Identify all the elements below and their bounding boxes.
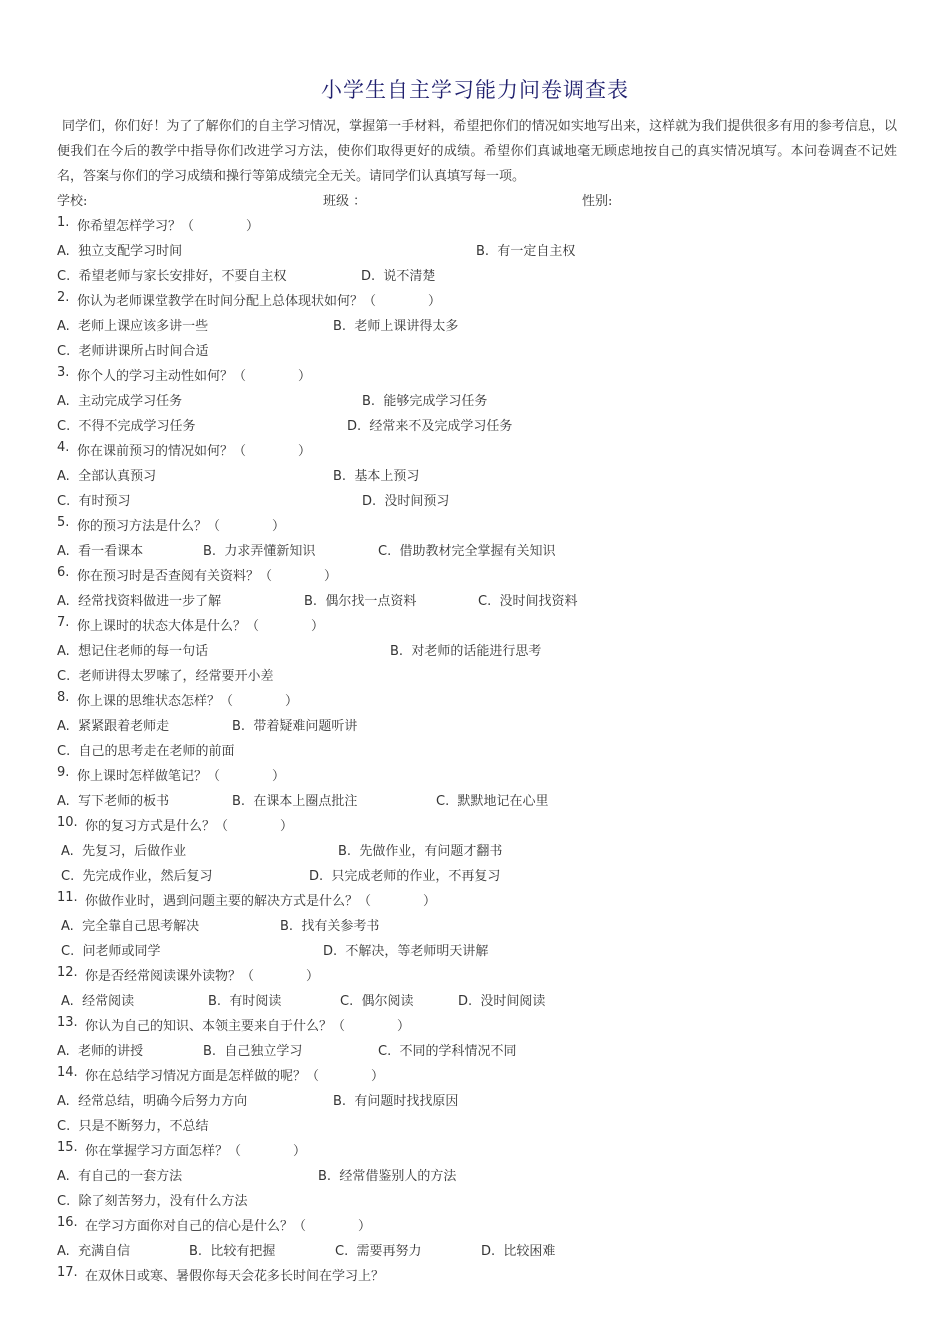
question-number: 6. [57,565,70,580]
option-item[interactable]: A. 独立支配学习时间 [57,244,183,259]
option-item[interactable]: C. 偶尔阅读 [340,994,414,1009]
option-item[interactable]: D. 只完成老师的作业，不再复习 [309,869,501,884]
option-item[interactable]: A. 经常总结，明确今后努力方向 [57,1094,248,1109]
option-item[interactable]: A. 想记住老师的每一句话 [57,644,209,659]
class-field-label: 班级 ： [323,194,367,209]
question-number: 7. [57,615,70,630]
option-item[interactable]: C. 先完成作业，然后复习 [61,869,213,884]
gender-field-label: 性别: [582,194,613,209]
option-item[interactable]: B. 能够完成学习任务 [362,394,488,409]
option-item[interactable]: C. 有时预习 [57,494,131,509]
option-item[interactable]: D. 没时间预习 [362,494,450,509]
option-item[interactable]: D. 比较困难 [481,1244,556,1259]
question-text: 你的预习方法是什么？（ ） [77,519,286,534]
question-text: 你在课前预习的情况如何？（ ） [77,444,312,459]
option-item[interactable]: A. 紧紧跟着老师走 [57,719,170,734]
option-item[interactable]: C. 不同的学科情况不同 [378,1044,517,1059]
question-number: 4. [57,440,70,455]
option-item[interactable]: C. 需要再努力 [335,1244,422,1259]
question-number: 11. [57,890,78,905]
option-item[interactable]: C. 问老师或同学 [61,944,161,959]
option-item[interactable]: C. 除了刻苦努力，没有什么方法 [57,1194,248,1209]
option-item[interactable]: A. 充满自信 [57,1244,131,1259]
question-number: 16. [57,1215,78,1230]
option-item[interactable]: C. 希望老师与家长安排好，不要自主权 [57,269,287,284]
option-item[interactable]: A. 有自己的一套方法 [57,1169,183,1184]
option-item[interactable]: C. 自己的思考走在老师的前面 [57,744,235,759]
question-number: 2. [57,290,70,305]
option-item[interactable]: A. 先复习，后做作业 [61,844,187,859]
option-item[interactable]: B. 老师上课讲得太多 [333,319,459,334]
option-item[interactable]: B. 找有关参考书 [280,919,380,934]
option-item[interactable]: B. 偶尔找一点资料 [304,594,417,609]
info-fields-row [57,190,897,215]
option-item[interactable]: B. 在课本上圈点批注 [232,794,358,809]
option-item[interactable]: A. 主动完成学习任务 [57,394,183,409]
option-item[interactable]: C. 不得不完成学习任务 [57,419,196,434]
option-item[interactable]: A. 经常找资料做进一步了解 [57,594,222,609]
question-number: 10. [57,815,78,830]
option-item[interactable]: A. 老师的讲授 [57,1044,144,1059]
question-text: 在学习方面你对自己的信心是什么？（ ） [85,1219,372,1234]
question-text: 你是否经常阅读课外读物？（ ） [85,969,320,984]
question-text: 你认为自己的知识、本领主要来自于什么？（ ） [85,1019,411,1034]
option-item[interactable]: C. 没时间找资料 [478,594,578,609]
option-item[interactable]: B. 先做作业，有问题才翻书 [338,844,503,859]
question-number: 14. [57,1065,78,1080]
option-item[interactable]: B. 基本上预习 [333,469,420,484]
option-item[interactable]: D. 说不清楚 [361,269,436,284]
question-number: 9. [57,765,70,780]
option-item[interactable]: B. 自己独立学习 [203,1044,303,1059]
question-text: 你希望怎样学习？（ ） [77,219,260,234]
question-number: 3. [57,365,70,380]
option-item[interactable]: D. 不解决，等老师明天讲解 [323,944,489,959]
question-text: 你在掌握学习方面怎样？（ ） [85,1144,307,1159]
option-item[interactable]: A. 老师上课应该多讲一些 [57,319,209,334]
option-item[interactable]: B. 有问题时找找原因 [333,1094,459,1109]
option-item[interactable]: A. 看一看课本 [57,544,144,559]
question-text: 你上课的思维状态怎样？（ ） [77,694,299,709]
question-text: 你上课时怎样做笔记？（ ） [77,769,286,784]
option-item[interactable]: C. 老师讲得太罗嗦了，经常要开小差 [57,669,274,684]
option-item[interactable]: D. 经常来不及完成学习任务 [347,419,513,434]
option-item[interactable]: C. 默默地记在心里 [436,794,549,809]
school-field-label: 学校: [57,194,88,209]
question-number: 8. [57,690,70,705]
question-text: 在双休日或寒、暑假你每天会花多长时间在学习上？ [85,1269,385,1284]
option-item[interactable]: B. 有时阅读 [208,994,282,1009]
option-item[interactable]: A. 全部认真预习 [57,469,157,484]
option-item[interactable]: B. 比较有把握 [189,1244,276,1259]
option-item[interactable]: B. 经常借鉴别人的方法 [318,1169,457,1184]
question-number: 17. [57,1265,78,1280]
option-item[interactable]: C. 只是不断努力，不总结 [57,1119,209,1134]
question-text: 你在预习时是否查阅有关资料？（ ） [77,569,338,584]
option-item[interactable]: C. 老师讲课所占时间合适 [57,344,209,359]
question-text: 你的复习方式是什么？（ ） [85,819,294,834]
option-item[interactable]: B. 对老师的话能进行思考 [390,644,542,659]
option-item[interactable]: A. 经常阅读 [61,994,135,1009]
question-text: 你认为老师课堂教学在时间分配上总体现状如何？（ ） [77,294,442,309]
option-item[interactable]: A. 完全靠自己思考解决 [61,919,200,934]
document-title: 小学生自主学习能力问卷调查表 [321,78,629,102]
option-item[interactable]: A. 写下老师的板书 [57,794,170,809]
question-text: 你个人的学习主动性如何？（ ） [77,369,312,384]
question-number: 15. [57,1140,78,1155]
question-text: 你做作业时，遇到问题主要的解决方式是什么？（ ） [85,894,437,909]
question-number: 12. [57,965,78,980]
option-item[interactable]: C. 借助教材完全掌握有关知识 [378,544,556,559]
option-item[interactable]: B. 力求弄懂新知识 [203,544,316,559]
question-text: 你上课时的状态大体是什么？（ ） [77,619,325,634]
question-number: 5. [57,515,70,530]
intro-paragraph: 同学们，你们好！为了了解你们的自主学习情况，掌握第一手材料，希望把你们的情况如实地写出来，这样就为我们提供很多有用的参考信息，以便我们在今后的教学中指导你们改进学习方法，使你们取得更好的成绩。希望你们真诚地毫无顾虑地按自己的真实情况填写。本问卷调查不记姓名，答案与你们的学习成绩和操行等第成绩完全无关。请同学们认真填写每一项。 [57,119,897,184]
option-item[interactable]: B. 带着疑难问题听讲 [232,719,358,734]
option-item[interactable]: D. 没时间阅读 [458,994,546,1009]
option-item[interactable]: B. 有一定自主权 [476,244,576,259]
question-text: 你在总结学习情况方面是怎样做的呢？（ ） [85,1069,385,1084]
question-number: 13. [57,1015,78,1030]
question-number: 1. [57,215,70,230]
